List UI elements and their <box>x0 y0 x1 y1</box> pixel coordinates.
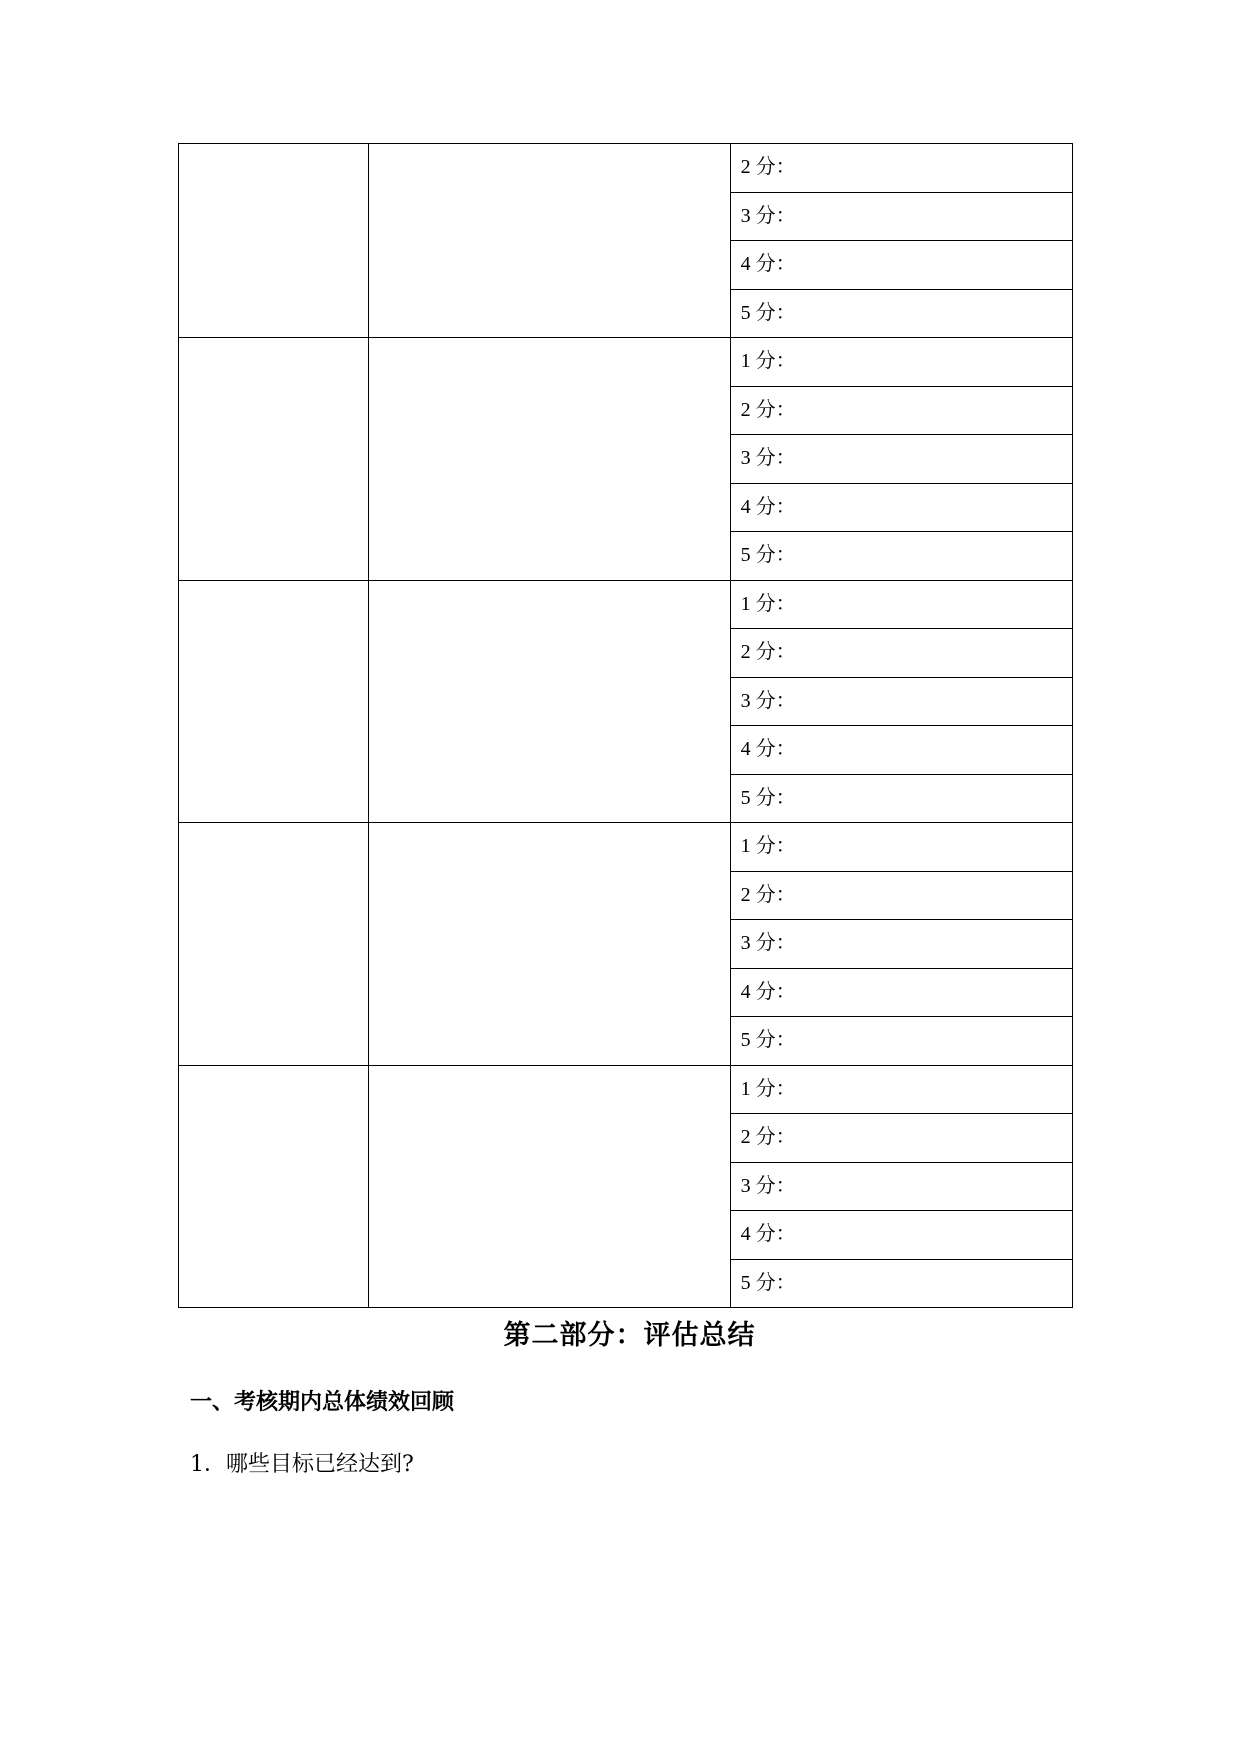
score-level-cell[interactable]: 1 分： <box>730 338 1072 387</box>
score-level-cell[interactable]: 2 分： <box>730 144 1072 193</box>
score-level-cell[interactable]: 3 分： <box>730 435 1072 484</box>
score-level-cell[interactable]: 2 分： <box>730 386 1072 435</box>
score-table <box>178 143 1073 1308</box>
criterion-description-cell[interactable] <box>369 580 730 823</box>
subsection-title: 一、考核期内总体绩效回顾 <box>190 1390 455 1415</box>
score-level-cell[interactable]: 5 分： <box>730 289 1072 338</box>
criterion-description-cell[interactable] <box>369 144 730 338</box>
score-level-cell[interactable]: 2 分： <box>730 629 1072 678</box>
criterion-name-cell[interactable] <box>179 1065 369 1308</box>
score-level-cell[interactable]: 4 分： <box>730 726 1072 775</box>
score-row <box>179 580 1073 629</box>
score-level-cell[interactable]: 3 分： <box>730 192 1072 241</box>
score-row <box>179 823 1073 872</box>
score-level-cell[interactable]: 1 分： <box>730 1065 1072 1114</box>
criterion-name-cell[interactable] <box>179 823 369 1066</box>
score-level-cell[interactable]: 2 分： <box>730 1114 1072 1163</box>
score-row <box>179 1065 1073 1114</box>
section-title: 第二部分：评估总结 <box>503 1320 756 1351</box>
score-level-cell[interactable]: 3 分： <box>730 920 1072 969</box>
score-row <box>179 144 1073 193</box>
score-level-cell[interactable]: 5 分： <box>730 774 1072 823</box>
criterion-description-cell[interactable] <box>369 1065 730 1308</box>
score-level-cell[interactable]: 5 分： <box>730 532 1072 581</box>
score-level-cell[interactable]: 4 分： <box>730 1211 1072 1260</box>
criterion-name-cell[interactable] <box>179 580 369 823</box>
score-level-cell[interactable]: 1 分： <box>730 580 1072 629</box>
score-table-body <box>179 144 1073 1308</box>
score-level-cell[interactable]: 4 分： <box>730 483 1072 532</box>
criterion-name-cell[interactable] <box>179 338 369 581</box>
score-level-cell[interactable]: 5 分： <box>730 1259 1072 1308</box>
score-level-cell[interactable]: 4 分： <box>730 968 1072 1017</box>
score-level-cell[interactable]: 3 分： <box>730 677 1072 726</box>
score-level-cell[interactable]: 5 分： <box>730 1017 1072 1066</box>
score-level-cell[interactable]: 2 分： <box>730 871 1072 920</box>
criterion-name-cell[interactable] <box>179 144 369 338</box>
criterion-description-cell[interactable] <box>369 823 730 1066</box>
score-level-cell[interactable]: 3 分： <box>730 1162 1072 1211</box>
score-level-cell[interactable]: 4 分： <box>730 241 1072 290</box>
criterion-description-cell[interactable] <box>369 338 730 581</box>
question-1: 1．哪些目标已经达到? <box>190 1452 414 1477</box>
score-level-cell[interactable]: 1 分： <box>730 823 1072 872</box>
score-row <box>179 338 1073 387</box>
